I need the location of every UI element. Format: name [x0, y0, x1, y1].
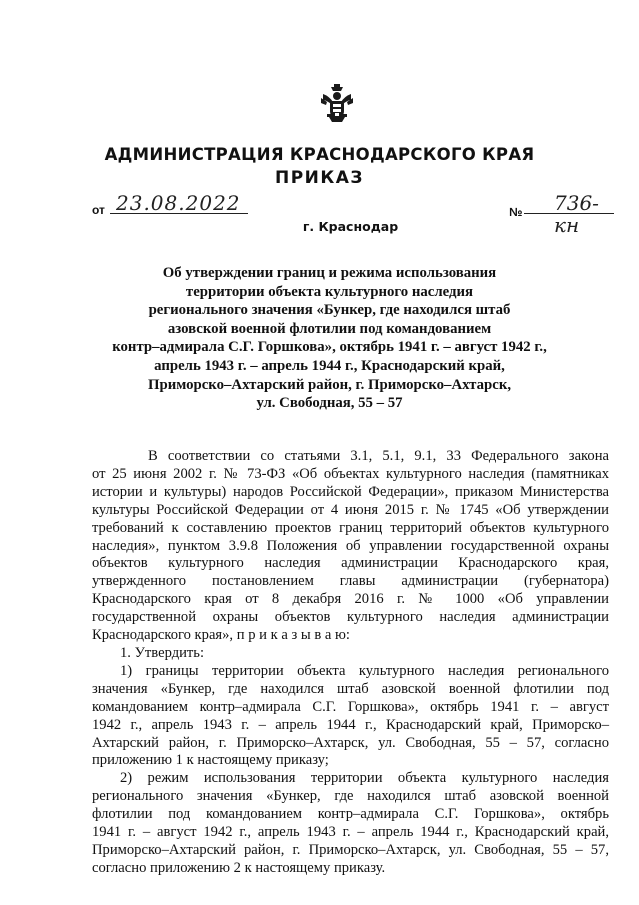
order-number: 736-кн [524, 192, 614, 214]
body-line: В соответствии со статьями 3.1, 5.1, 9.1, 33 Федерального закона [148, 448, 609, 464]
body-line: требований к составлению проектов границ территорий объектов культурного [92, 519, 609, 536]
body-line: приложению 1 к настоящему приказу; [92, 752, 329, 769]
subject-line: контр–адмирала С.Г. Горшкова», октябрь 1941 г. – август 1942 г., [112, 339, 547, 356]
coat-of-arms-icon [321, 84, 353, 124]
body-line: согласно приложению 2 к настоящему приказу. [92, 859, 386, 876]
body-line: государственной охраны объектов культурного наследия администрации [92, 609, 609, 626]
body-line: утвержденного постановлением главы администрации (губернатора) [92, 573, 609, 590]
city-label: г. Краснодар [302, 219, 399, 234]
body-line: 1942 г., апрель 1943 г. – апрель 1944 г., Краснодарский край, Приморско– [92, 716, 609, 733]
order-date: 23.08.2022 [110, 192, 248, 214]
body-line: Краснодарского края от 8 декабря 2016 г. № 1000 «Об управлении [92, 591, 609, 608]
subject-line: Об утверждении границ и режима использования [162, 265, 497, 281]
body-line: значения «Бункер, где находился штаб азовской военной флотилии под [92, 680, 609, 697]
body-line: командованием контр–адмирала С.Г. Горшкова», октябрь 1941 г. – август [92, 698, 609, 715]
body-line: 2) режим использования территории объекта культурного наследия [120, 770, 609, 787]
body-line: 1941 г. – август 1942 г., апрель 1943 г. – апрель 1944 г., Краснодарский край, [92, 824, 609, 841]
body-line: флотилии под командованием контр–адмирала С.Г. Горшкова», октябрь [92, 806, 609, 823]
order-subject [60, 264, 599, 413]
subject-line: Приморско–Ахтарский район, г. Приморско–Ахтарск, [147, 376, 512, 393]
subject-line: регионального значения «Бункер, где находился штаб [148, 302, 511, 319]
body-line: от 25 июня 2002 г. № 73-ФЗ «Об объектах культурного наследия (памятниках [92, 465, 609, 482]
subject-line: территории объекта культурного наследия [185, 283, 474, 300]
body-line: истории и культуры) народов Российской Федерации», приказом Министерства [92, 483, 609, 500]
body-line: культуры Российской Федерации от 4 июня 2015 г. № 1745 «Об утверждении [92, 501, 609, 518]
body-line: наследия», пунктом 3.9.8 Положения об управлении государственной охраны [92, 537, 609, 554]
body-line: 1) границы территории объекта культурного наследия регионального [120, 662, 609, 679]
body-line: Ахтарский район, г. Приморско–Ахтарск, ул. Свободная, 55 – 57, согласно [92, 734, 609, 751]
document-type: ПРИКАЗ [274, 168, 365, 188]
subject-line: ул. Свободная, 55 – 57 [256, 395, 403, 412]
date-label: от [92, 203, 105, 217]
organization-title: АДМИНИСТРАЦИЯ КРАСНОДАРСКОГО КРАЯ [104, 145, 535, 164]
subject-line: азовской военной флотилии под командованием [167, 320, 492, 337]
body-line: регионального значения «Бункер, где находился штаб азовской военной [92, 788, 609, 805]
body-line: Краснодарского края», п р и к а з ы в а ю: [92, 627, 350, 644]
body-line: объектов культурного наследия администрации Краснодарского края, [92, 555, 609, 572]
subject-line: апрель 1943 г. – апрель 1944 г., Краснодарский край, [154, 357, 505, 374]
order-body [92, 448, 609, 878]
body-line: 1. Утвердить: [120, 644, 205, 661]
number-label: № [509, 205, 523, 219]
body-line: Приморско–Ахтарский район, г. Приморско–Ахтарск, ул. Свободная, 55 – 57, [92, 841, 609, 858]
